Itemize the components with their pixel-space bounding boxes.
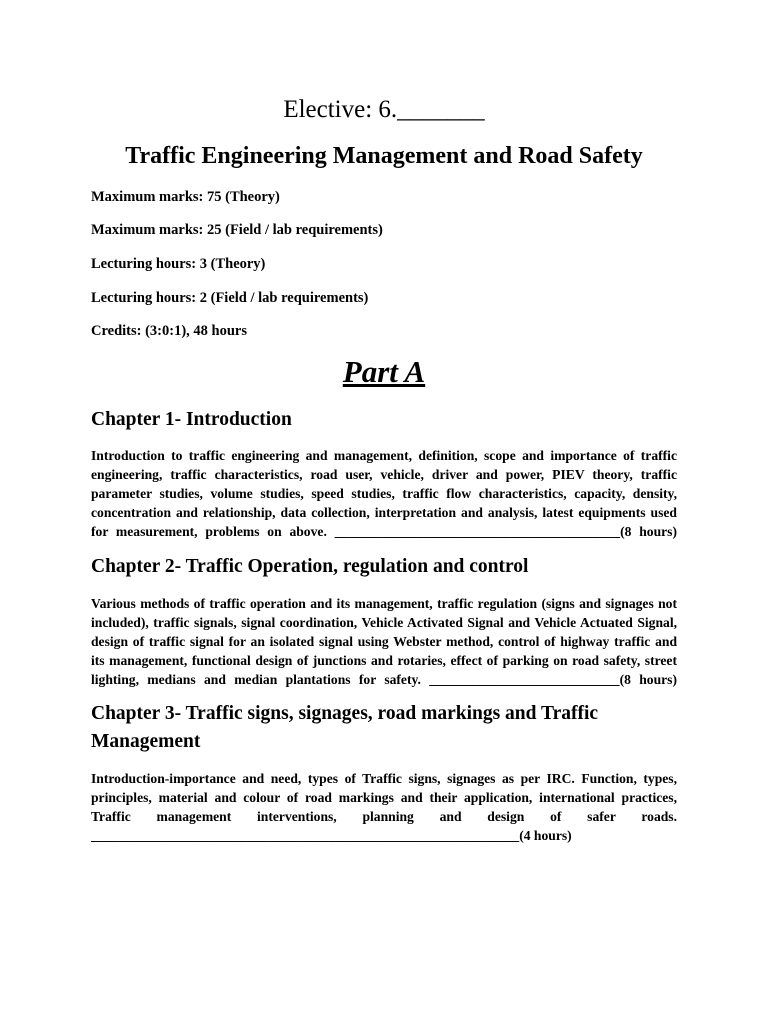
meta-max-marks-field: Maximum marks: 25 (Field / lab requirements)	[91, 222, 383, 238]
chapter-2-line: included), traffic signals, signal coordination, Vehicle Activated Signal and Vehicle Actuated Signal,	[91, 615, 677, 630]
chapter-1-body	[91, 446, 677, 541]
chapter-2-line: design of traffic signal for an isolated signal using Webster method, control of highway traffic and	[91, 634, 677, 649]
chapter-2-body	[91, 594, 677, 689]
chapter-3-title-line-2: Management	[91, 731, 201, 752]
chapter-1-title: Chapter 1- Introduction	[91, 409, 292, 430]
chapter-3-body	[91, 769, 677, 845]
meta-lecturing-hours-theory: Lecturing hours: 3 (Theory)	[91, 256, 266, 272]
course-title: Traffic Engineering Management and Road Safety	[125, 143, 643, 169]
chapter-3-title-line-1: Chapter 3- Traffic signs, signages, road markings and Traffic	[91, 703, 599, 724]
chapter-2-line: its management, functional design of junctions and rotaries, effect of parking on road safety, street	[91, 653, 677, 668]
chapter-2-line: lighting, medians and median plantations for safety. ____________________________(8 hours)	[91, 672, 677, 687]
chapter-1-line: Introduction to traffic engineering and management, definition, scope and importance of traffic	[91, 448, 677, 463]
chapter-3-line: _______________________________________________________________(4 hours)	[91, 828, 572, 843]
chapter-3-line: Introduction-importance and need, types of Traffic signs, signages as per IRC. Function, types,	[91, 771, 677, 786]
chapter-3-title	[91, 700, 691, 756]
chapter-1-line: engineering, traffic characteristics, road user, vehicle, driver and power, PIEV theory, traffic	[91, 467, 677, 482]
meta-lecturing-hours-field: Lecturing hours: 2 (Field / lab requirements)	[91, 290, 369, 306]
meta-max-marks-theory: Maximum marks: 75 (Theory)	[91, 189, 280, 205]
chapter-3-line: principles, material and colour of road markings and their application, international practices,	[91, 790, 677, 805]
chapter-2-line: Various methods of traffic operation and its management, traffic regulation (signs and signages not	[91, 596, 677, 611]
chapter-1-line: concentration and relationship, data collection, interpretation and analysis, latest equipments used	[91, 505, 677, 520]
chapter-3-line: Traffic management interventions, planning and design of safer roads.	[91, 809, 677, 824]
meta-credits: Credits: (3:0:1), 48 hours	[91, 323, 247, 339]
part-heading: Part A	[342, 354, 426, 389]
chapter-2-title: Chapter 2- Traffic Operation, regulation and control	[91, 556, 529, 577]
chapter-1-line: parameter studies, volume studies, speed studies, traffic flow characteristics, capacity, density,	[91, 486, 677, 501]
chapter-1-line: for measurement, problems on above. __________________________________________(8 hours)	[91, 524, 677, 539]
elective-heading: Elective: 6._______	[283, 96, 485, 123]
